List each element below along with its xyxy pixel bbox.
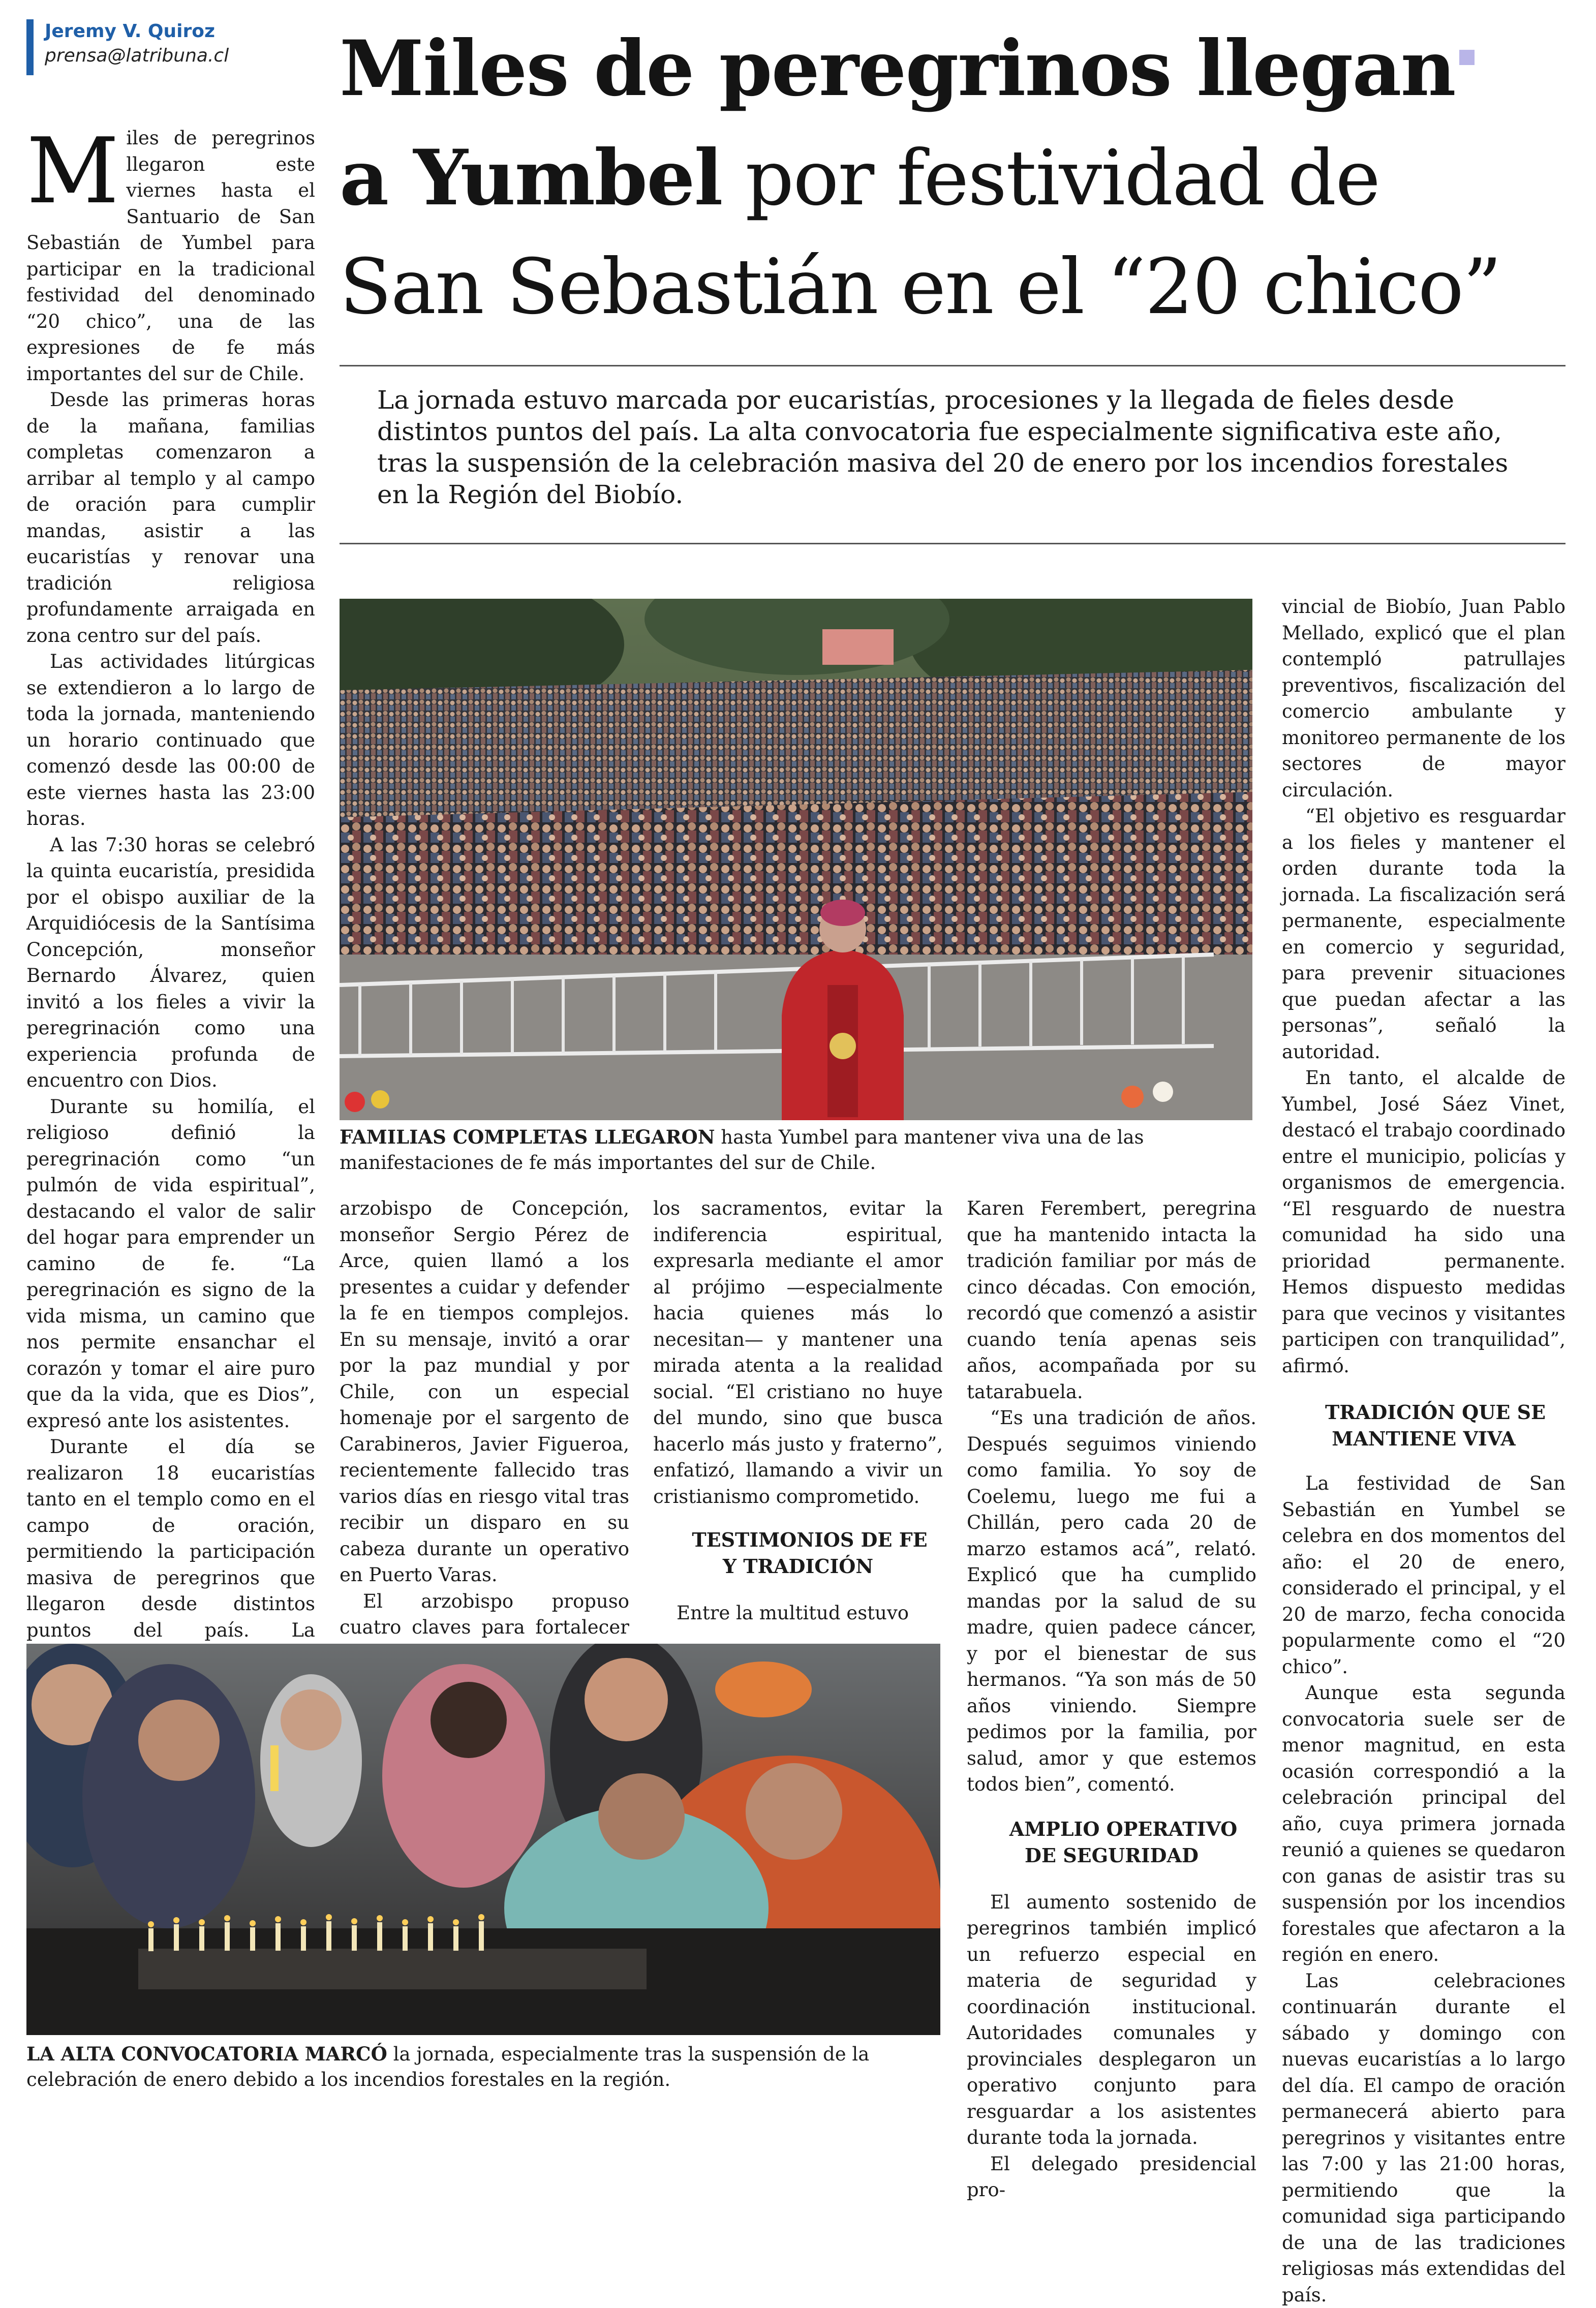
photo-crowd-caption: FAMILIAS COMPLETAS LLEGARON hasta Yumbel para mantener viva una de las manifestaciones de fe más importantes del sur de Chile. bbox=[340, 1124, 1249, 1176]
spacer bbox=[1282, 1379, 1566, 1399]
paragraph: Miles de peregrinos llegaron este viernes hasta el Santuario de San Sebastián de Yumbel para participar en la tradicional festividad del denominado “20 chico”, una de las expresiones de fe más importantes del sur de Chile. bbox=[26, 125, 315, 387]
paragraph: Aunque esta segunda convocatoria suele ser de menor magnitud, en esta ocasión correspondió a la celebración principal del año, cuya primera jornada reunió a quienes se quedaron con ganas de asistir tras su suspensión por los incendios forestales que afectaron a la región en enero. bbox=[1282, 1680, 1566, 1968]
paragraph: Las celebraciones continuarán durante el sábado y domingo con nuevas eucaristías a lo largo del día. El campo de oración permanecerá abierto para peregrinos y visitantes entre las 7:00 y las 21:00 horas, permitiendo que la comunidad siga participando de una de las tradiciones religiosas más extendidas del país. bbox=[1282, 1968, 1566, 2308]
headline-line-1: Miles de peregrinos llegan bbox=[340, 14, 1570, 124]
paragraph: En tanto, el alcalde de Yumbel, José Sáez Vinet, destacó el trabajo coordinado entre el municipio, policías y organismos de emergencia. “El resguardo de nuestra comunidad ha sido una prioridad permanente. Hemos dispuesto medidas para que vecinos y visitantes participen con tranquilidad”, afirmó. bbox=[1282, 1065, 1566, 1379]
paragraph: “El objetivo es resguardar a los fieles y mantener el orden durante toda la jornada. La fiscalización será permanente, especialmente en comercio y seguridad, para prevenir situaciones que puedan afectar a las personas”, señaló la autoridad. bbox=[1282, 803, 1566, 1065]
photo-candles bbox=[26, 1644, 940, 2035]
byline bbox=[26, 19, 229, 75]
paragraph: “Es una tradición de años. Después seguimos viniendo como familia. Yo soy de Coelemu, luego me fui a Chillán, pero cada 20 de marzo estamos acá”, relató. Explicó que ha cumplido mandas por la salud de su madre, quien padece cáncer, y por el bienestar de sus hermanos. “Ya son más de 50 años viniendo. Siempre pedimos por la familia, por salud, amor y que estemos todos bien”, comentó. bbox=[967, 1405, 1256, 1798]
headline-line-2: a Yumbel por festividad de bbox=[340, 124, 1570, 233]
spacer bbox=[967, 1798, 1256, 1816]
paragraph: Durante su homilía, el religioso definió la peregrinación como “un pulmón de vida espiritual”, destacando el valor de salir del hogar para emprender un camino de fe. “La peregrinación es signo de la vida misma, un camino que nos permite ensanchar el corazón y tomar el aire puro que da la vida, que es Dios”, expresó ante los asistentes. bbox=[26, 1094, 315, 1434]
paragraph: Durante el día se realizaron 18 eucaristías tanto en el templo como en el campo de oración, permitiendo la participación masiva de peregrinos que llegaron desde distintos puntos del país. La bbox=[26, 1434, 315, 1827]
headline-tag-icon bbox=[1459, 50, 1475, 65]
photo-candles-caption: LA ALTA CONVOCATORIA MARCÓ la jornada, especialmente tras la suspensión de la celebración de enero debido a los incendios forestales en la región. bbox=[26, 2041, 939, 2092]
spacer bbox=[653, 1510, 943, 1527]
paragraph: los sacramentos, evitar la indiferencia espiritual, expresarla mediante el amor al prójimo —especialmente hacia quienes más lo necesitan— y mantener una mirada atenta a la realidad social. “El cristiano no huye del mundo, sino que busca hacerlo más justo y fraterno”, enfatizó, llamando a vivir un cristianismo comprometido. bbox=[653, 1195, 943, 1510]
paragraph: Karen Ferembert, peregrina que ha mantenido intacta la tradición familiar por más de cinco décadas. Con emoción, recordó que comenzó a asistir cuando tenía apenas seis años, acompañada por su tatarabuela. bbox=[967, 1195, 1256, 1405]
subhead-tradicion: TRADICIÓN QUE SE MANTIENE VIVA bbox=[1282, 1399, 1566, 1452]
candles-illustration bbox=[26, 1644, 940, 2035]
headline bbox=[340, 14, 1570, 342]
subhead-operativo: AMPLIO OPERATIVO DE SEGURIDAD bbox=[967, 1816, 1256, 1869]
spacer bbox=[1282, 1452, 1566, 1470]
spacer bbox=[653, 1580, 943, 1600]
spacer bbox=[967, 1869, 1256, 1889]
column-4 bbox=[967, 1195, 1256, 2203]
author-email[interactable]: prensa@latribuna.cl bbox=[45, 44, 229, 68]
headline-line-3: San Sebastián en el “20 chico” bbox=[340, 233, 1570, 342]
dropcap: M bbox=[26, 133, 119, 209]
subhead-testimonios: TESTIMONIOS DE FE Y TRADICIÓN bbox=[653, 1527, 943, 1580]
column-1 bbox=[26, 125, 315, 1905]
column-3 bbox=[653, 1195, 943, 1626]
divider-bottom bbox=[340, 543, 1566, 544]
author-name: Jeremy V. Quiroz bbox=[45, 19, 229, 44]
lede: La jornada estuvo marcada por eucaristías, procesiones y la llegada de fieles desde distintos puntos del país. La alta convocatoria fue especialmente significativa este año, tras la suspensión de la celebración masiva del 20 de enero por los incendios forestales en la Región del Biobío. bbox=[377, 384, 1526, 510]
paragraph: El arzobispo propuso cuatro claves para fortalecer bbox=[340, 1588, 629, 1693]
paragraph: arzobispo de Concepción, monseñor Sergio Pérez de Arce, quien llamó a los presentes a cuidar y defender la fe en tiempos complejos. En su mensaje, invitó a orar por la paz mundial y por Chile, con un especial homenaje por el sargento de Carabineros, Javier Figueroa, recientemente fallecido tras varios días en riesgo vital tras recibir un disparo en su cabeza durante un operativo en Puerto Varas. bbox=[340, 1195, 629, 1588]
paragraph: Desde las primeras horas de la mañana, familias completas comenzaron a arribar al templo y al campo de oración para cumplir mandas, asistir a las eucaristías y renovar una tradición religiosa profundamente arraigada en zona centro sur del país. bbox=[26, 387, 315, 649]
paragraph: Las actividades litúrgicas se extendieron a lo largo de toda la jornada, manteniendo un horario continuado que comenzó desde las 00:00 de este viernes hasta las 23:00 horas. bbox=[26, 649, 315, 832]
paragraph: Entre la multitud estuvo bbox=[653, 1600, 943, 1626]
crowd-illustration bbox=[340, 599, 1252, 1120]
column-2 bbox=[340, 1195, 629, 1693]
paragraph: La festividad de San Sebastián en Yumbel se celebra en dos momentos del año: el 20 de enero, considerado el principal, y el 20 de marzo, fecha conocida popularmente como el “20 chico”. bbox=[1282, 1470, 1566, 1680]
photo-crowd bbox=[340, 599, 1252, 1120]
paragraph: El aumento sostenido de peregrinos también implicó un refuerzo especial en materia de seguridad y coordinación institucional. Autoridades comunales y provinciales desplegaron un operativo conjunto para resguardar a los asistentes durante toda la jornada. bbox=[967, 1889, 1256, 2151]
divider-top bbox=[340, 365, 1566, 366]
column-5 bbox=[1282, 594, 1566, 2308]
paragraph: vincial de Biobío, Juan Pablo Mellado, explicó que el plan contempló patrullajes preventivos, fiscalización del comercio ambulante y monitoreo permanente de los sectores de mayor circulación. bbox=[1282, 594, 1566, 803]
paragraph: A las 7:30 horas se celebró la quinta eucaristía, presidida por el obispo auxiliar de la Arquidiócesis de la Santísima Concepción, monseñor Bernardo Álvarez, quien invitó a los fieles a vivir la peregrinación como una experiencia profunda de encuentro con Dios. bbox=[26, 832, 315, 1094]
paragraph: El delegado presidencial pro- bbox=[967, 2151, 1256, 2203]
